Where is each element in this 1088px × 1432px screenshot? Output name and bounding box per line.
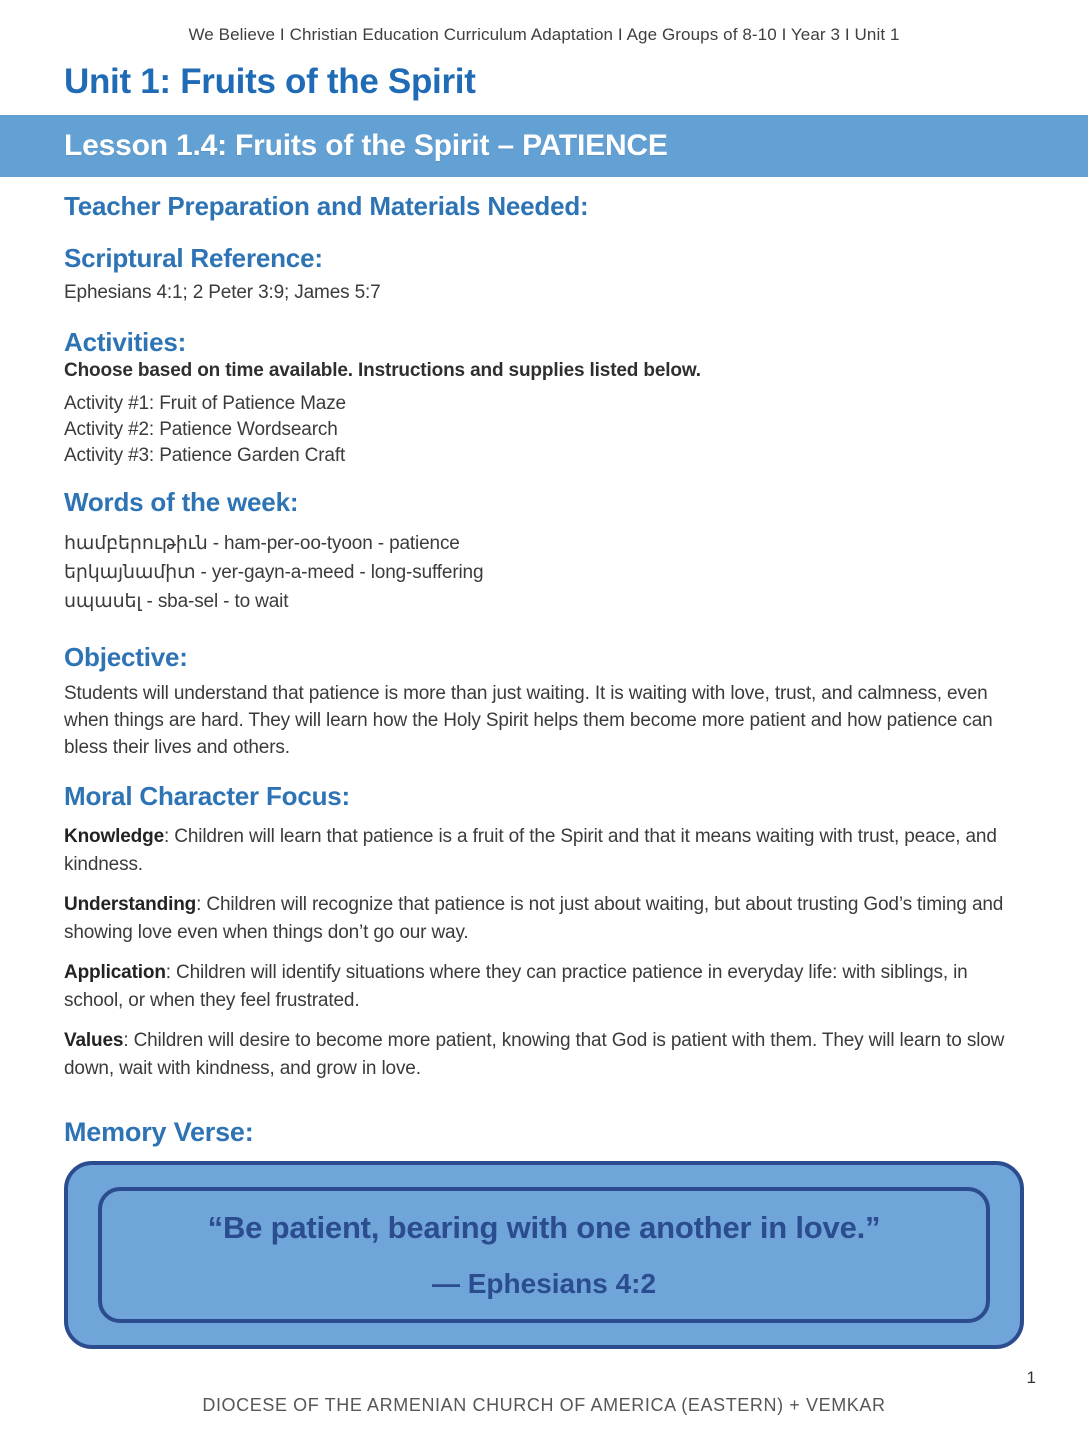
document-header: We Believe I Christian Education Curriculum Adaptation I Age Groups of 8-10 I Year 3 I Unit 1 xyxy=(188,25,900,44)
activities-note: Choose based on time available. Instructions and supplies listed below. xyxy=(64,360,701,381)
page-number: 1 xyxy=(1026,1368,1036,1387)
heading-scriptural-reference: Scriptural Reference: xyxy=(64,243,323,273)
moral-item-text: : Children will learn that patience is a fruit of the Spirit and that it means waiting with trust, peace, and kindness. xyxy=(64,826,997,875)
activity-item: Activity #2: Patience Wordsearch xyxy=(64,419,338,440)
moral-item-understanding xyxy=(64,891,1024,947)
moral-item-label: Understanding xyxy=(64,894,197,915)
document-page xyxy=(0,24,1088,1432)
lesson-banner-text: Lesson 1.4: Fruits of the Spirit – PATIENCE xyxy=(64,129,668,162)
moral-item-knowledge xyxy=(64,823,1024,879)
word-item: երկայնամիտ - yer-gayn-a-meed - long-suffering xyxy=(64,562,484,583)
moral-item-label: Knowledge xyxy=(64,826,164,847)
activity-list xyxy=(64,391,1024,469)
heading-memory-verse: Memory Verse: xyxy=(64,1117,254,1147)
word-item: համբերութիւն - ham-per-oo-tyoon - patience xyxy=(64,533,460,554)
unit-title: Unit 1: Fruits of the Spirit xyxy=(64,62,476,101)
moral-item-application xyxy=(64,959,1024,1015)
moral-item-label: Values xyxy=(64,1030,124,1051)
moral-item-text: : Children will desire to become more patient, knowing that God is patient with them. They will learn to slow down, wait with kindness, and grow in love. xyxy=(64,1030,1005,1079)
memory-verse-inner-box xyxy=(98,1187,990,1323)
heading-moral-character-focus: Moral Character Focus: xyxy=(64,781,351,811)
activity-item: Activity #1: Fruit of Patience Maze xyxy=(64,393,346,414)
lesson-banner xyxy=(0,115,1088,177)
memory-verse-text: “Be patient, bearing with one another in love.” xyxy=(207,1210,881,1245)
heading-words-of-week: Words of the week: xyxy=(64,487,299,517)
heading-activities: Activities: xyxy=(64,327,187,357)
heading-teacher-preparation: Teacher Preparation and Materials Needed: xyxy=(64,191,589,221)
document-footer: DIOCESE OF THE ARMENIAN CHURCH OF AMERICA (EASTERN) + VEMKAR xyxy=(202,1395,886,1415)
objective-text: Students will understand that patience is more than just waiting. It is waiting with love, trust, and calmness, even when things are hard. They will learn how the Holy Spirit helps them become more patient and how patience can bless their lives and others. xyxy=(64,683,993,758)
heading-objective: Objective: xyxy=(64,642,188,672)
memory-verse-attribution: — Ephesians 4:2 xyxy=(431,1268,657,1299)
scriptural-reference-text: Ephesians 4:1; 2 Peter 3:9; James 5:7 xyxy=(64,282,381,303)
activity-item: Activity #3: Patience Garden Craft xyxy=(64,445,346,466)
moral-item-values xyxy=(64,1027,1024,1083)
moral-item-label: Application xyxy=(64,962,166,983)
memory-verse-box xyxy=(64,1161,1024,1349)
moral-item-text: : Children will recognize that patience is not just about waiting, but about trusting God’s timing and showing love even when things don’t go our way. xyxy=(64,894,1004,943)
word-list xyxy=(64,529,1024,616)
word-item: սպասել - sba-sel - to wait xyxy=(64,591,289,612)
moral-item-text: : Children will identify situations where they can practice patience in everyday life: with siblings, in school, or when they feel frustrated. xyxy=(64,962,968,1011)
